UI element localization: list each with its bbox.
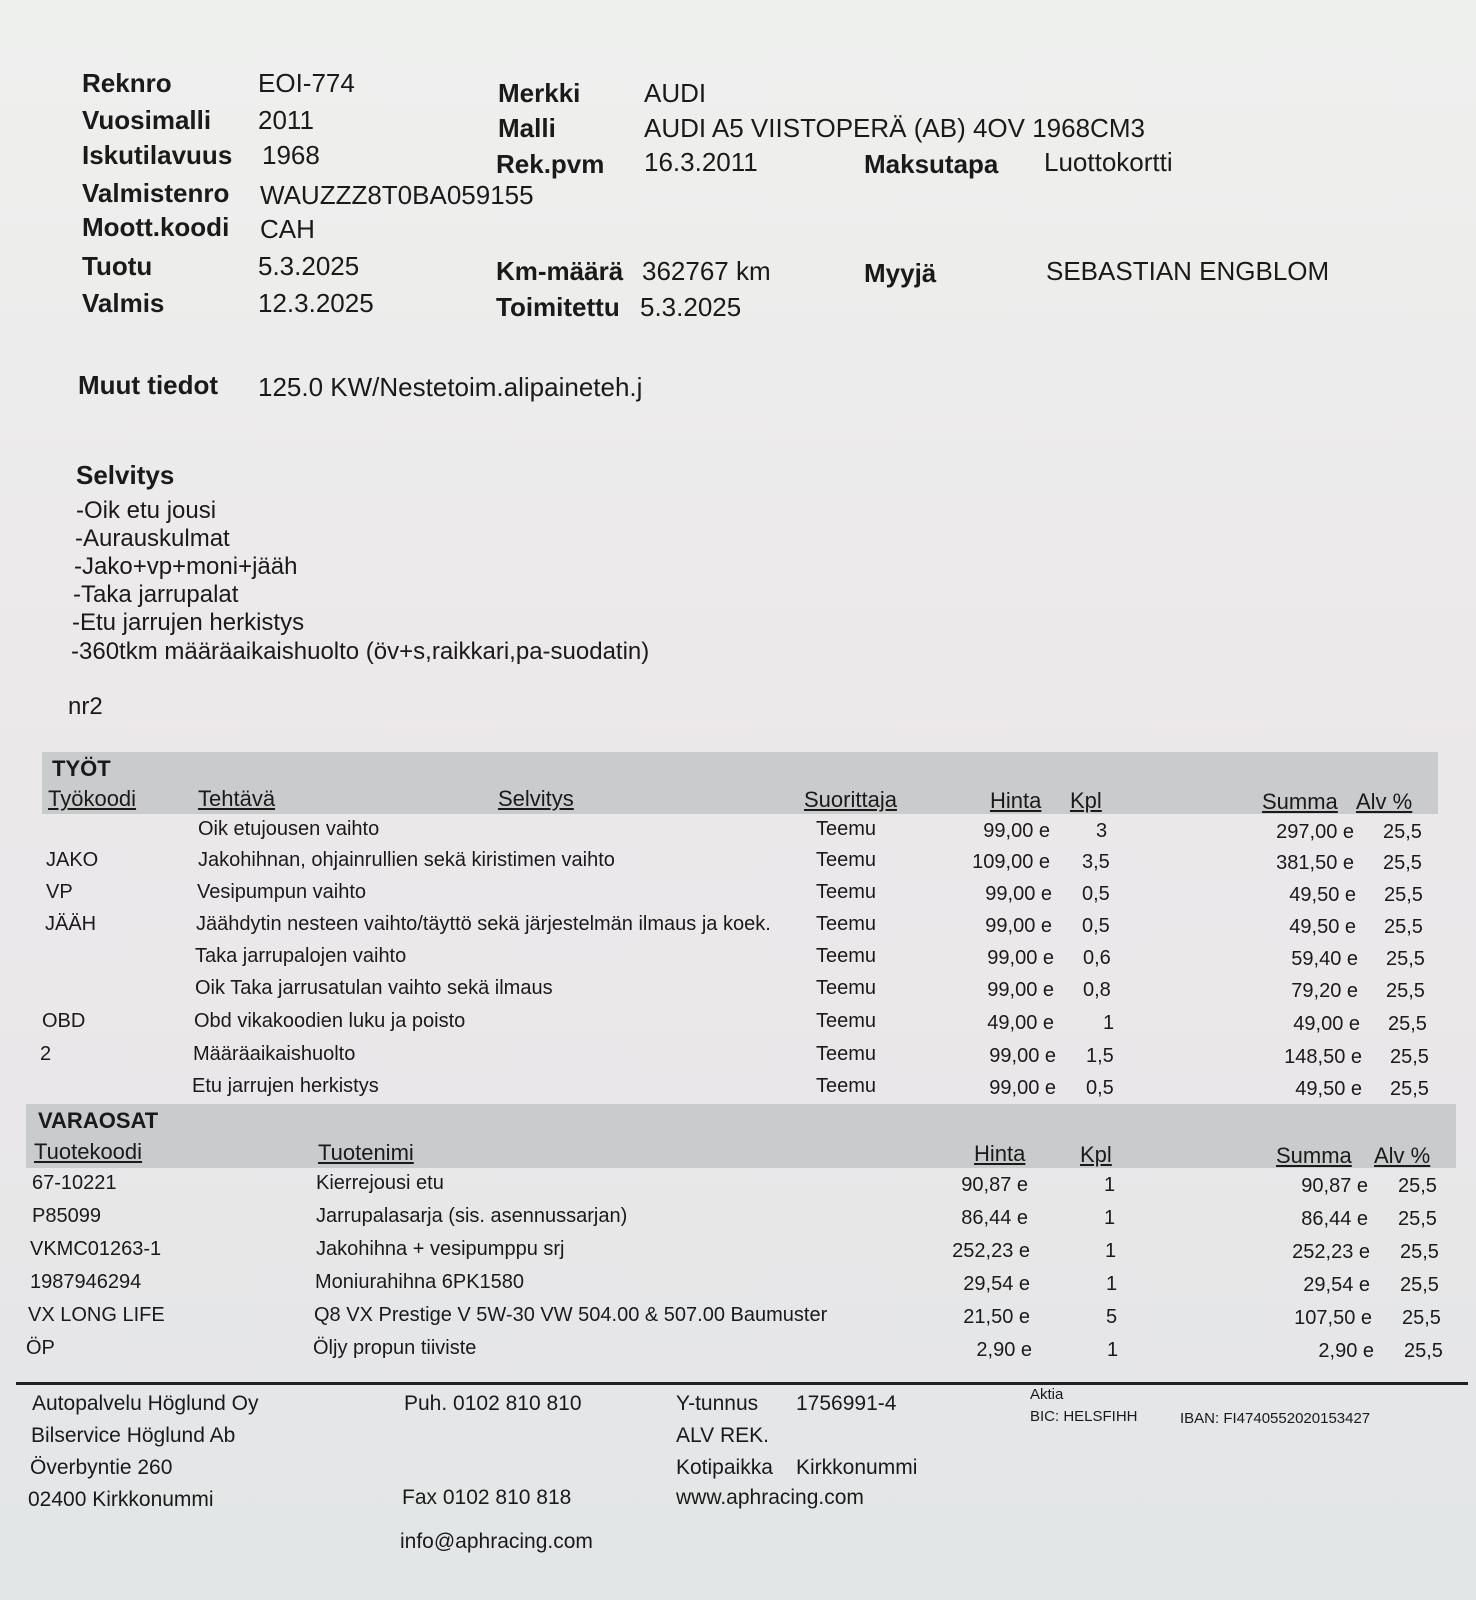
tyot-cell-kpl: 0,5 xyxy=(1082,883,1110,905)
selvitys-line: -Etu jarrujen herkistys xyxy=(72,609,305,636)
col-suorittaja: Suorittaja xyxy=(804,787,897,812)
tyot-cell-kpl: 0,5 xyxy=(1082,915,1110,937)
tyot-cell-tehtava: Obd vikakoodien luku ja poisto xyxy=(194,1010,466,1032)
vuosimalli-value: 2011 xyxy=(258,105,314,135)
selvitys-title: Selvitys xyxy=(76,460,175,490)
tyot-cell-suorittaja: Teemu xyxy=(816,945,877,967)
tyot-cell-hinta: 99,00 e xyxy=(989,1077,1056,1099)
col-tehtava: Tehtävä xyxy=(198,786,276,811)
tyot-cell-summa: 49,50 e xyxy=(1289,916,1356,938)
tyot-cell-suorittaja: Teemu xyxy=(816,881,877,903)
iskutilavuus-value: 1968 xyxy=(262,140,320,170)
valmistenro-value: WAUZZZ8T0BA059155 xyxy=(260,180,534,210)
varaosat-cell-koodi: ÖP xyxy=(26,1337,55,1359)
varaosat-cell-kpl: 1 xyxy=(1104,1207,1116,1229)
maksutapa-label: Maksutapa xyxy=(864,149,999,179)
varaosat-cell-summa: 2,90 e xyxy=(1318,1340,1374,1362)
ytunnus-value: 1756991-4 xyxy=(796,1392,897,1415)
company-name: Autopalvelu Höglund Oy xyxy=(32,1392,259,1415)
street-address: Överbyntie 260 xyxy=(30,1456,173,1479)
tyot-cell-tehtava: Määräaikaishuolto xyxy=(193,1043,356,1065)
varaosat-cell-hinta: 86,44 e xyxy=(961,1207,1028,1229)
tyot-cell-summa: 49,00 e xyxy=(1293,1013,1360,1035)
col-kpl: Kpl xyxy=(1070,788,1102,813)
tyot-cell-hinta: 99,00 e xyxy=(989,1045,1056,1067)
selvitys-line: -Jako+vp+moni+jääh xyxy=(74,553,298,580)
ytunnus-label: Y-tunnus xyxy=(676,1392,759,1415)
tyot-cell-suorittaja: Teemu xyxy=(816,1043,877,1065)
rekpvm-value: 16.3.2011 xyxy=(644,147,758,177)
tyot-cell-suorittaja: Teemu xyxy=(816,1010,877,1032)
tyot-cell-tehtava: Vesipumpun vaihto xyxy=(197,881,367,903)
varaosat-cell-nimi: Q8 VX Prestige V 5W-30 VW 504.00 & 507.00 Baumuster xyxy=(314,1304,828,1326)
tyot-cell-kpl: 3,5 xyxy=(1082,851,1110,873)
tyot-cell-kpl: 3 xyxy=(1096,820,1108,842)
varaosat-cell-kpl: 1 xyxy=(1106,1273,1118,1295)
tyot-cell-alv: 25,5 xyxy=(1383,821,1422,843)
selvitys-note: nr2 xyxy=(68,693,103,720)
tyot-cell-alv: 25,5 xyxy=(1383,852,1422,874)
col-summa: Summa xyxy=(1262,789,1338,814)
tyot-cell-hinta: 109,00 e xyxy=(972,851,1050,873)
col-kpl: Kpl xyxy=(1080,1142,1112,1167)
tyot-cell-tehtava: Oik Taka jarrusatulan vaihto sekä ilmaus xyxy=(195,977,553,999)
tyot-cell-alv: 25,5 xyxy=(1388,1013,1427,1035)
alv-rek: ALV REK. xyxy=(676,1424,769,1447)
tyot-cell-suorittaja: Teemu xyxy=(816,1075,877,1097)
varaosat-cell-summa: 90,87 e xyxy=(1301,1175,1368,1197)
myyja-label: Myyjä xyxy=(864,258,937,288)
moottkoodi-label: Moott.koodi xyxy=(82,212,230,242)
bank-name: Aktia xyxy=(1030,1386,1064,1403)
valmis-value: 12.3.2025 xyxy=(258,288,374,318)
malli-label: Malli xyxy=(498,113,556,143)
col-tuotenimi: Tuotenimi xyxy=(318,1140,414,1165)
tyot-cell-kpl: 0,6 xyxy=(1083,947,1111,969)
maksutapa-value: Luottokortti xyxy=(1044,147,1173,177)
rekpvm-label: Rek.pvm xyxy=(496,149,605,179)
tyot-title: TYÖT xyxy=(52,756,111,781)
varaosat-cell-alv: 25,5 xyxy=(1398,1175,1437,1197)
col-alv: Alv % xyxy=(1356,789,1413,814)
footer-divider xyxy=(16,1382,1468,1385)
selvitys-line: -Aurauskulmat xyxy=(75,525,230,552)
tyot-cell-tehtava: Taka jarrupalojen vaihto xyxy=(195,945,407,967)
tyot-cell-alv: 25,5 xyxy=(1384,916,1423,938)
varaosat-cell-kpl: 1 xyxy=(1105,1240,1117,1262)
tyot-cell-summa: 49,50 e xyxy=(1295,1078,1362,1100)
selvitys-line: -Taka jarrupalat xyxy=(73,581,239,608)
varaosat-cell-alv: 25,5 xyxy=(1404,1340,1443,1362)
tyot-cell-koodi: VP xyxy=(46,881,73,903)
tuotu-label: Tuotu xyxy=(82,251,153,281)
muut-tiedot-label: Muut tiedot xyxy=(78,370,219,400)
tyot-cell-suorittaja: Teemu xyxy=(816,849,877,871)
merkki-label: Merkki xyxy=(498,78,581,108)
tyot-cell-tehtava: Jakohihnan, ohjainrullien sekä kiristimen vaihto xyxy=(198,849,615,871)
tyot-cell-alv: 25,5 xyxy=(1386,980,1425,1002)
varaosat-cell-alv: 25,5 xyxy=(1400,1241,1439,1263)
varaosat-cell-summa: 86,44 e xyxy=(1301,1208,1368,1230)
tyot-cell-hinta: 99,00 e xyxy=(987,947,1054,969)
reknro-value: EOI-774 xyxy=(258,68,355,98)
tyot-cell-alv: 25,5 xyxy=(1390,1046,1429,1068)
varaosat-cell-alv: 25,5 xyxy=(1400,1274,1439,1296)
varaosat-header-band xyxy=(26,1104,1456,1168)
col-tyokoodi: Työkoodi xyxy=(48,786,137,811)
kotipaikka-label: Kotipaikka xyxy=(676,1456,773,1479)
toimitettu-value: 5.3.2025 xyxy=(640,292,742,322)
iskutilavuus-label: Iskutilavuus xyxy=(82,140,233,170)
tyot-cell-summa: 59,40 e xyxy=(1291,948,1358,970)
tyot-cell-alv: 25,5 xyxy=(1386,948,1425,970)
varaosat-cell-hinta: 252,23 e xyxy=(952,1240,1030,1262)
varaosat-cell-koodi: 1987946294 xyxy=(30,1271,142,1293)
varaosat-cell-hinta: 2,90 e xyxy=(976,1339,1032,1361)
tyot-cell-koodi: 2 xyxy=(40,1043,52,1065)
website-link[interactable]: www.aphracing.com xyxy=(676,1486,864,1509)
tyot-cell-suorittaja: Teemu xyxy=(816,977,877,999)
iban-code: IBAN: FI4740552020153427 xyxy=(1180,1410,1371,1427)
varaosat-cell-koodi: VX LONG LIFE xyxy=(28,1304,165,1326)
varaosat-cell-nimi: Moniurahihna 6PK1580 xyxy=(315,1271,525,1293)
tyot-cell-alv: 25,5 xyxy=(1384,884,1423,906)
kmmaara-value: 362767 km xyxy=(642,256,771,286)
tyot-cell-tehtava: Oik etujousen vaihto xyxy=(198,818,380,840)
varaosat-cell-koodi: 67-10221 xyxy=(32,1172,117,1194)
varaosat-cell-kpl: 1 xyxy=(1104,1174,1116,1196)
moottkoodi-value: CAH xyxy=(260,214,315,244)
varaosat-cell-hinta: 21,50 e xyxy=(963,1306,1030,1328)
tyot-cell-hinta: 99,00 e xyxy=(985,915,1052,937)
tyot-cell-kpl: 1,5 xyxy=(1086,1045,1114,1067)
varaosat-cell-summa: 252,23 e xyxy=(1292,1241,1370,1263)
tyot-cell-kpl: 0,5 xyxy=(1086,1077,1114,1099)
col-selvitys: Selvitys xyxy=(498,786,574,811)
varaosat-title: VARAOSAT xyxy=(38,1108,159,1133)
tyot-cell-hinta: 49,00 e xyxy=(987,1012,1054,1034)
toimitettu-label: Toimitettu xyxy=(496,292,620,322)
varaosat-cell-koodi: P85099 xyxy=(32,1205,101,1227)
company-name-sv: Bilservice Höglund Ab xyxy=(31,1424,236,1447)
tyot-cell-koodi: JAKO xyxy=(46,849,99,871)
selvitys-line: -Oik etu jousi xyxy=(76,497,217,524)
varaosat-cell-alv: 25,5 xyxy=(1398,1208,1437,1230)
tyot-cell-tehtava: Etu jarrujen herkistys xyxy=(192,1075,379,1097)
valmistenro-label: Valmistenro xyxy=(82,178,230,208)
kmmaara-label: Km-määrä xyxy=(496,256,624,286)
tyot-cell-kpl: 1 xyxy=(1103,1012,1115,1034)
varaosat-cell-kpl: 5 xyxy=(1106,1306,1118,1328)
fax-number: Fax 0102 810 818 xyxy=(402,1486,572,1509)
valmis-label: Valmis xyxy=(82,288,165,318)
tyot-cell-summa: 148,50 e xyxy=(1284,1046,1362,1068)
tyot-cell-summa: 381,50 e xyxy=(1276,852,1354,874)
email-link[interactable]: info@aphracing.com xyxy=(400,1530,593,1553)
tyot-cell-suorittaja: Teemu xyxy=(816,913,877,935)
tyot-cell-summa: 49,50 e xyxy=(1289,884,1356,906)
muut-tiedot-value: 125.0 KW/Nestetoim.alipaineteh.j xyxy=(258,372,643,402)
varaosat-cell-summa: 107,50 e xyxy=(1294,1307,1372,1329)
varaosat-cell-nimi: Öljy propun tiiviste xyxy=(313,1337,477,1359)
tyot-cell-summa: 297,00 e xyxy=(1276,821,1354,843)
tyot-cell-kpl: 0,8 xyxy=(1083,979,1111,1001)
col-alv: Alv % xyxy=(1374,1143,1431,1168)
city-address: 02400 Kirkkonummi xyxy=(28,1488,214,1511)
tyot-cell-suorittaja: Teemu xyxy=(816,818,877,840)
phone-number: Puh. 0102 810 810 xyxy=(404,1392,582,1415)
kotipaikka-value: Kirkkonummi xyxy=(796,1456,918,1479)
tyot-cell-hinta: 99,00 e xyxy=(987,979,1054,1001)
tyot-cell-tehtava: Jäähdytin nesteen vaihto/täyttö sekä järjestelmän ilmaus ja koek. xyxy=(196,913,771,935)
varaosat-cell-alv: 25,5 xyxy=(1402,1307,1441,1329)
varaosat-cell-hinta: 90,87 e xyxy=(961,1174,1028,1196)
merkki-value: AUDI xyxy=(644,78,707,108)
varaosat-cell-summa: 29,54 e xyxy=(1303,1274,1370,1296)
tyot-cell-hinta: 99,00 e xyxy=(985,883,1052,905)
col-hinta: Hinta xyxy=(990,788,1042,813)
varaosat-cell-hinta: 29,54 e xyxy=(963,1273,1030,1295)
varaosat-cell-nimi: Jakohihna + vesipumppu srj xyxy=(316,1238,565,1260)
tuotu-value: 5.3.2025 xyxy=(258,251,360,281)
varaosat-cell-nimi: Jarrupalasarja (sis. asennussarjan) xyxy=(316,1205,628,1227)
tyot-cell-hinta: 99,00 e xyxy=(983,820,1050,842)
tyot-cell-summa: 79,20 e xyxy=(1291,980,1358,1002)
varaosat-cell-nimi: Kierrejousi etu xyxy=(316,1172,444,1194)
col-tuotekoodi: Tuotekoodi xyxy=(34,1139,143,1164)
col-hinta: Hinta xyxy=(974,1141,1026,1166)
bic-code: BIC: HELSFIHH xyxy=(1030,1408,1138,1425)
col-summa: Summa xyxy=(1276,1143,1352,1168)
malli-value: AUDI A5 VIISTOPERÄ (AB) 4OV 1968CM3 xyxy=(644,113,1145,143)
tyot-cell-koodi: OBD xyxy=(42,1010,86,1032)
reknro-label: Reknro xyxy=(82,68,172,98)
varaosat-cell-kpl: 1 xyxy=(1107,1339,1119,1361)
myyja-value: SEBASTIAN ENGBLOM xyxy=(1046,256,1330,286)
varaosat-cell-koodi: VKMC01263-1 xyxy=(30,1238,162,1260)
tyot-cell-alv: 25,5 xyxy=(1390,1078,1429,1100)
vuosimalli-label: Vuosimalli xyxy=(82,105,212,135)
selvitys-line: -360tkm määräaikaishuolto (öv+s,raikkari,pa-suodatin) xyxy=(71,638,650,665)
tyot-cell-koodi: JÄÄH xyxy=(45,913,97,935)
